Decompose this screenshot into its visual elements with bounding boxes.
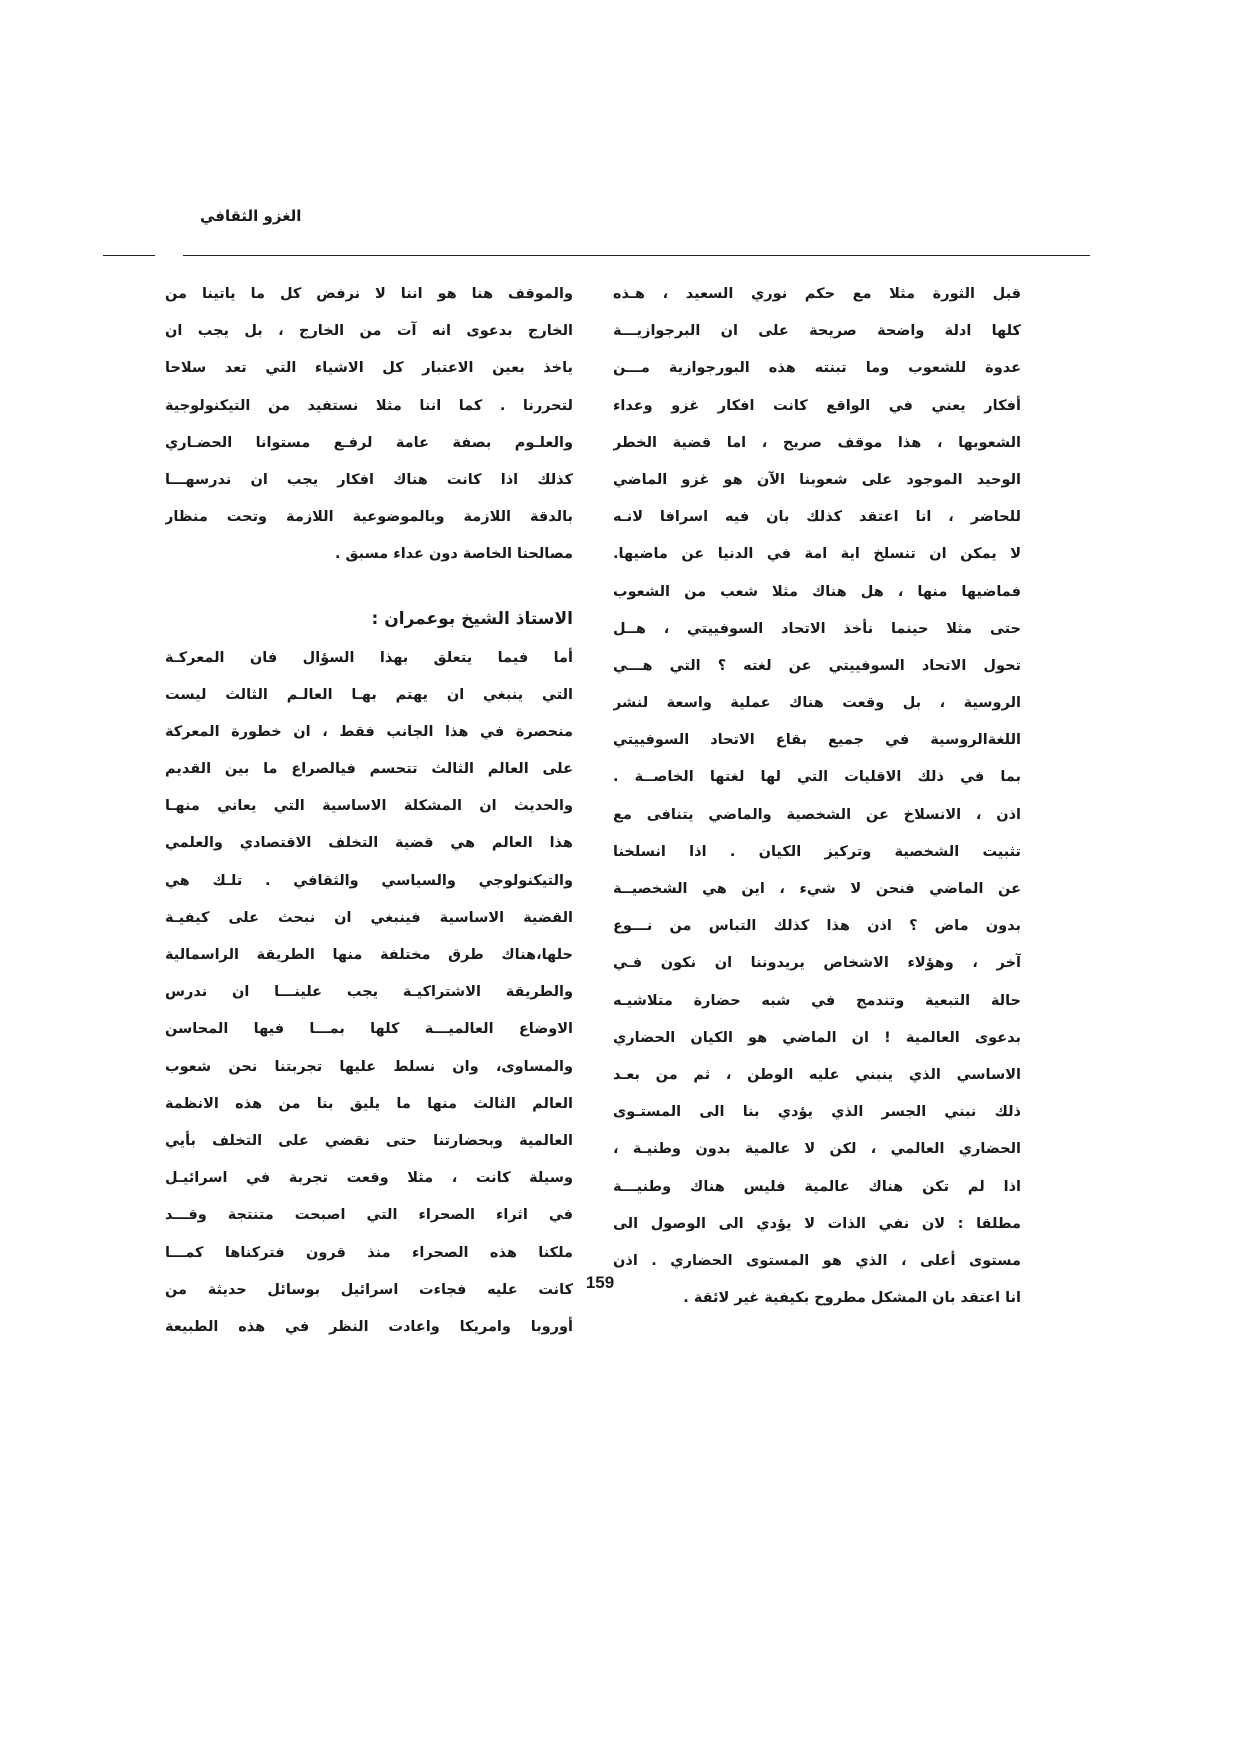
- page-number: 159: [585, 1273, 615, 1292]
- text-line: العالم الثالث منها ما يليق بنا من هذه الانظمة: [165, 1095, 573, 1112]
- text-line: الحضاري العالمي ، لكن لا عالمية بدون وطنيـة ،: [613, 1141, 1021, 1158]
- text-line: منحصرة في هذا الجانب فقط ، ان خطورة المعركة: [165, 723, 573, 740]
- text-line: العالمية وبحضارتنا حتى نقضي على التخلف بأيي: [165, 1132, 573, 1149]
- text-line: والحديث ان المشكلة الاساسية التي يعاني منهـا: [165, 798, 573, 815]
- text-line: الشعوبها ، هذا موقف صريح ، اما قضية الخطر: [613, 434, 1021, 451]
- text-line: الوحيد الموجود على شعوبنا الآن هو غزو الماضي: [613, 471, 1021, 488]
- text-line: التي ينبغي ان يهتم بهـا العالـم الثالث ليست: [165, 686, 573, 703]
- text-line: في اثراء الصحراء التي اصبحت متنتجة وقـــد: [165, 1207, 573, 1224]
- text-line: تثبيت الشخصية وتركيز الكيان . اذا انسلخنا: [613, 843, 1021, 860]
- text-line: حتى مثلا حينما نأخذ الاتحاد السوفييتي ، هــل: [613, 620, 1021, 637]
- text-line: الخارج بدعوى انه آت من الخارج ، بل يجب ان: [165, 323, 573, 340]
- text-line: ياخذ بعين الاعتبار كل الاشياء التي تعد سلاحا: [165, 360, 573, 377]
- text-line: بدون ماض ؟ اذن هذا كذلك التباس من نـــوع: [613, 918, 1021, 935]
- header-rule-left: [103, 255, 155, 256]
- text-line: عن الماضي فنحن لا شيء ، اين هي الشخصيــة: [613, 881, 1021, 897]
- header-rule: [183, 255, 1090, 256]
- text-line: آخر ، وهؤلاء الاشخاص يريدوننا ان نكون فـي: [613, 955, 1021, 972]
- text-line: والطريقة الاشتراكيـة يجب علينـــا ان ندرس: [165, 984, 573, 1001]
- text-line: وسيلة كانت ، مثلا وقعت تجربة في اسرائيـل: [165, 1170, 573, 1187]
- text-line: للحاضر ، انا اعتقد كذلك بان فيه اسرافا لانـه: [613, 509, 1021, 526]
- text-line: القضية الاساسية فينبغي ان نبحث على كيفيـة: [165, 909, 573, 926]
- text-line: بالدقة اللازمة وبالموضوعية اللازمة وتحت منظار: [165, 509, 573, 526]
- text-line: مصالحنا الخاصة دون عداء مسبق .: [334, 546, 573, 563]
- text-line: انا اعتقد بان المشكل مطروح بكيفية غير لائقة .: [683, 1290, 1021, 1307]
- text-line: عدوة للشعوب وما تبنته هذه البورجوازية مـــن: [613, 360, 1021, 377]
- text-line: كلها ادلة واضحة صريحة على ان البرجوازيـــة: [613, 323, 1021, 340]
- text-line: مستوى أعلى ، الذي هو المستوى الحضاري . اذن: [613, 1252, 1021, 1269]
- text-line: لا يمكن ان تنسلخ اية امة في الدنيا عن ماضيها.: [613, 546, 1021, 563]
- text-line: والمساوى، وان نسلط عليها تجربتنا نحن شعوب: [165, 1058, 573, 1075]
- text-line: أفكار يعني في الواقع كانت افكار غزو وعداء: [613, 397, 1021, 414]
- text-line: بدعوى العالمية ! ان الماضي هو الكيان الحضاري: [613, 1029, 1021, 1046]
- text-line: فماضيها منها ، هل هناك مثلا شعب من الشعوب: [613, 583, 1021, 600]
- text-line: بما في ذلك الاقليات التي لها لغتها الخاصــة .: [613, 769, 1021, 786]
- text-line: أما فيما يتعلق بهذا السؤال فان المعركـة: [165, 649, 573, 666]
- running-header-title: الغزو الثقافي: [200, 207, 302, 225]
- text-line: هذا العالم هي قضية التخلف الاقتصادي والعلمي: [165, 835, 573, 852]
- text-line: أوروبا وامريكا واعادت النظر في هذه الطبيعة: [165, 1318, 573, 1335]
- section-heading-speaker: الاستاذ الشيخ بوعمران :: [371, 608, 573, 629]
- text-line: ملكنا هذه الصحراء منذ قرون فتركناها كمـــا: [165, 1244, 573, 1261]
- section-spacer: [165, 574, 573, 598]
- text-line: قبل الثورة مثلا مع حكم نوري السعيد ، هـذه: [613, 286, 1021, 302]
- text-line: تحول الاتحاد السوفييتي عن لغته ؟ التي هـــي: [613, 657, 1021, 674]
- text-line: والموقف هنا هو اننا لا نرفض كل ما ياتينا من: [165, 286, 573, 302]
- text-line: حلها،هناك طرق مختلفة منها الطريقة الراسمالية: [165, 947, 573, 963]
- text-line: اذن ، الانسلاخ عن الشخصية والماضي يتنافى مع: [613, 806, 1021, 823]
- text-line: والعلـوم بصفة عامة لرفـع مستوانا الحضـاري: [165, 434, 573, 451]
- text-line: كذلك اذا كانت هناك افكار يجب ان ندرسهـــا: [165, 471, 573, 488]
- text-line: والتيكنولوجي والسياسي والثقافي . تلـك هي: [165, 872, 573, 889]
- text-line: مطلقا : لان نفي الذات لا يؤدي الى الوصول الى: [613, 1215, 1021, 1232]
- text-line: اللغةالروسية في جميع بقاع الاتحاد السوفييتي: [613, 732, 1021, 749]
- text-column-left: [165, 276, 573, 1346]
- text-line: الاساسي الذي ينبني عليه الوطن ، ثم من بعـد: [613, 1066, 1021, 1083]
- text-line: الروسية ، بل وقعت هناك عملية واسعة لنشر: [613, 695, 1021, 712]
- text-line: الاوضاع العالميـــة كلها بمـــا فيها المحاسن: [165, 1021, 573, 1038]
- text-line: حالة التبعية وتندمج في شبه حضارة متلاشيـه: [613, 992, 1021, 1009]
- text-line: كانت عليه فجاءت اسرائيل بوسائل حديثة من: [165, 1281, 573, 1298]
- text-line: على العالم الثالث تتحسم فيالصراع ما بين القديم: [165, 761, 573, 778]
- text-line: ذلك نبني الجسر الذي يؤدي بنا الى المستـوى: [613, 1104, 1021, 1121]
- text-line: لتحررنا . كما اننا مثلا نستفيد من التيكنولوجية: [165, 397, 573, 414]
- text-line: اذا لم تكن هناك عالمية فليس هناك وطنيـــة: [613, 1178, 1021, 1195]
- text-column-right: [613, 276, 1021, 1317]
